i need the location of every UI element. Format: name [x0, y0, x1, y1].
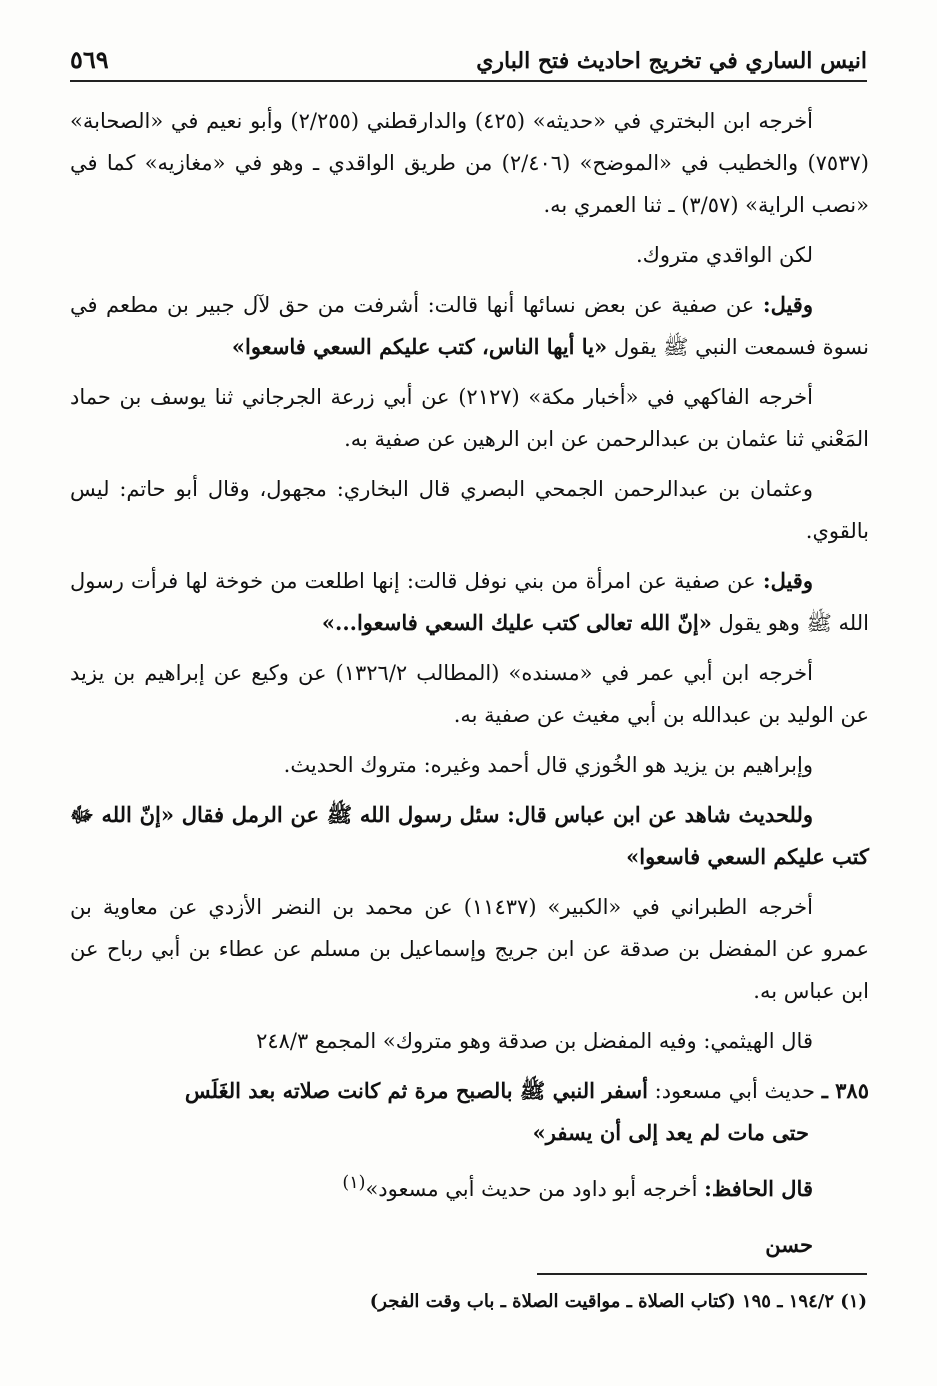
hafiz-line — [70, 1162, 869, 1210]
paragraph-1: أخرجه ابن البختري في «حديثه» (٤٢٥) والدارقطني (٢/٢٥٥) وأبو نعيم في «الصحابة» (٧٥٣٧) والخطيب في «الموضح» (٢/٤٠٦) من طريق الواقدي ـ وهو في «مغازيه» كما في «نصب الراية» (٣/٥٧) ـ ثنا العمري به. — [70, 109, 869, 217]
hadith-heading — [70, 1070, 869, 1154]
paragraph-6-text: عن صفية عن امرأة من بني نوفل قالت: إنها اطلعت من خوخة لها فرأت رسول الله ﷺ وهو يقول — [70, 569, 869, 635]
hadith-text: أسفر النبي ﷺ بالصبح مرة ثم كانت صلاته بعد الغَلَس — [184, 1078, 648, 1103]
page-number: ٥٦٩ — [70, 45, 109, 74]
paragraph-9: وللحديث شاهد عن ابن عباس قال: سئل رسول الله ﷺ عن الرمل فقال «إنّ الله ﷻ كتب عليكم السعي فاسعوا» — [70, 802, 869, 869]
hafiz-text: أخرجه أبو داود من حديث أبي مسعود» — [365, 1177, 705, 1201]
paragraph-6-lead: وقيل: — [762, 568, 813, 593]
page-header — [70, 40, 867, 82]
hadith-number: ٣٨٥ ـ — [821, 1078, 869, 1103]
hafiz-lead: قال الحافظ: — [704, 1176, 813, 1201]
paragraph-3 — [70, 284, 869, 368]
footnote-ref: (١) — [342, 1173, 366, 1193]
hadith-continuation: حتى مات لم يعد إلى أن يسفر» — [532, 1120, 809, 1145]
hadith-lead: حديث أبي مسعود: — [647, 1079, 822, 1103]
paragraph-8: وإبراهيم بن يزيد هو الخُوزي قال أحمد وغيره: متروك الحديث. — [283, 753, 813, 777]
paragraph-7: أخرجه ابن أبي عمر في «مسنده» (المطالب ١٣٢٦/٢) عن وكيع عن إبراهيم بن يزيد عن الوليد بن عبدالله بن أبي مغيث عن صفية به. — [70, 661, 869, 727]
paragraph-2: لكن الواقدي متروك. — [635, 243, 813, 267]
paragraph-3-quote: «يا أيها الناس، كتب عليكم السعي فاسعوا» — [231, 334, 608, 359]
running-title: انيس الساري في تخريج احاديث فتح الباري — [476, 48, 867, 74]
footnote: (١) ١٩٤/٢ ـ ١٩٥ (كتاب الصلاة ـ مواقيت الصلاة ـ باب وقت الفجر) — [369, 1291, 867, 1312]
paragraph-4: أخرجه الفاكهي في «أخبار مكة» (٢١٢٧) عن أبي زرعة الجرجاني ثنا يوسف بن حماد المَعْني ثنا عثمان بن عبدالرحمن عن ابن الرهين عن صفية به. — [70, 385, 869, 451]
paragraph-5: وعثمان بن عبدالرحمن الجمحي البصري قال البخاري: مجهول، وقال أبو حاتم: ليس بالقوي. — [70, 477, 869, 543]
paragraph-11: قال الهيثمي: وفيه المفضل بن صدقة وهو متروك» المجمع ٢٤٨/٣ — [256, 1029, 813, 1053]
hadith-grade: حسن — [765, 1232, 813, 1257]
paragraph-3-lead: وقيل: — [762, 292, 813, 317]
footnote-divider — [537, 1273, 867, 1275]
paragraph-6-quote: «إنّ الله تعالى كتب عليك السعي فاسعوا...» — [321, 610, 712, 635]
page-body — [70, 100, 869, 1274]
paragraph-3-text: عن صفية عن بعض نسائها أنها قالت: أشرفت من حق لآل جبير بن مطعم في نسوة فسمعت النبي ﷺ يقول — [70, 293, 869, 359]
paragraph-10: أخرجه الطبراني في «الكبير» (١١٤٣٧) عن محمد بن النضر الأزدي عن معاوية بن عمرو عن المفضل بن صدقة عن ابن جريج وإسماعيل بن مسلم عن عطاء بن أبي رباح عن ابن عباس به. — [70, 895, 869, 1003]
paragraph-6 — [70, 560, 869, 644]
